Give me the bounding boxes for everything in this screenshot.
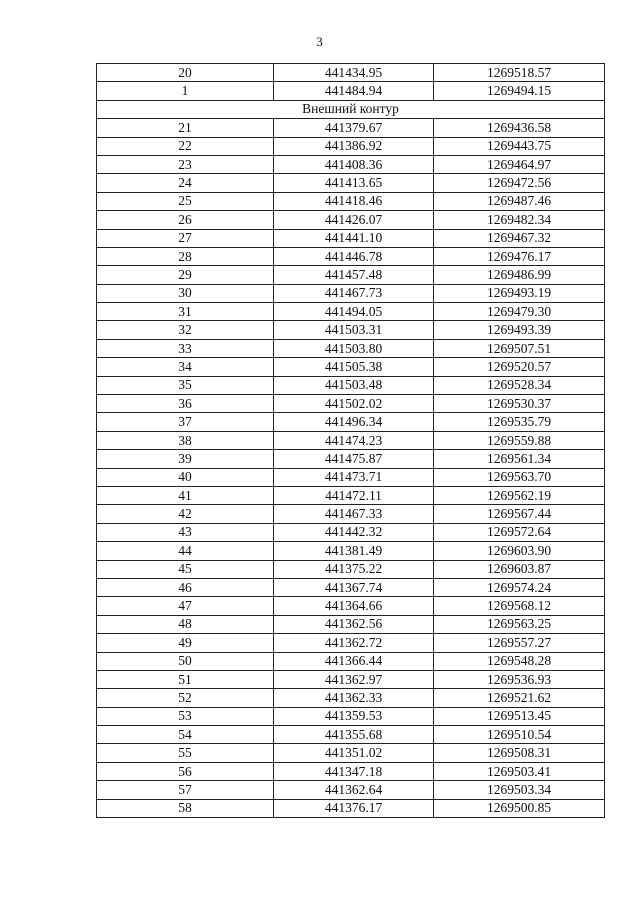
y-coordinate-cell: 1269528.34: [434, 376, 605, 394]
y-coordinate-cell: 1269472.56: [434, 174, 605, 192]
y-coordinate-cell: 1269503.34: [434, 781, 605, 799]
point-number-cell: 24: [97, 174, 274, 192]
table-row: [97, 229, 605, 247]
section-title: Внешний контур: [97, 100, 605, 118]
x-coordinate-cell: 441475.87: [274, 450, 434, 468]
x-coordinate-cell: 441434.95: [274, 64, 434, 82]
table-row: [97, 670, 605, 688]
table-row: [97, 652, 605, 670]
x-coordinate-cell: 441351.02: [274, 744, 434, 762]
y-coordinate-cell: 1269530.37: [434, 395, 605, 413]
y-coordinate-cell: 1269572.64: [434, 523, 605, 541]
table-row: [97, 578, 605, 596]
table-row: [97, 615, 605, 633]
x-coordinate-cell: 441446.78: [274, 247, 434, 265]
table-row: [97, 597, 605, 615]
y-coordinate-cell: 1269494.15: [434, 82, 605, 100]
table-row: [97, 560, 605, 578]
section-header-row: [97, 100, 605, 118]
x-coordinate-cell: 441381.49: [274, 542, 434, 560]
table-row: [97, 211, 605, 229]
table-row: [97, 634, 605, 652]
point-number-cell: 27: [97, 229, 274, 247]
point-number-cell: 48: [97, 615, 274, 633]
point-number-cell: 39: [97, 450, 274, 468]
x-coordinate-cell: 441418.46: [274, 192, 434, 210]
table-row: [97, 523, 605, 541]
y-coordinate-cell: 1269503.41: [434, 762, 605, 780]
y-coordinate-cell: 1269561.34: [434, 450, 605, 468]
table-row: [97, 762, 605, 780]
y-coordinate-cell: 1269508.31: [434, 744, 605, 762]
y-coordinate-cell: 1269603.90: [434, 542, 605, 560]
point-number-cell: 32: [97, 321, 274, 339]
x-coordinate-cell: 441362.33: [274, 689, 434, 707]
x-coordinate-cell: 441472.11: [274, 486, 434, 504]
point-number-cell: 23: [97, 155, 274, 173]
table-row: [97, 266, 605, 284]
point-number-cell: 49: [97, 634, 274, 652]
x-coordinate-cell: 441347.18: [274, 762, 434, 780]
table-row: [97, 505, 605, 523]
x-coordinate-cell: 441473.71: [274, 468, 434, 486]
x-coordinate-cell: 441413.65: [274, 174, 434, 192]
y-coordinate-cell: 1269487.46: [434, 192, 605, 210]
table-row: [97, 303, 605, 321]
point-number-cell: 35: [97, 376, 274, 394]
y-coordinate-cell: 1269536.93: [434, 670, 605, 688]
x-coordinate-cell: 441494.05: [274, 303, 434, 321]
x-coordinate-cell: 441474.23: [274, 431, 434, 449]
y-coordinate-cell: 1269563.70: [434, 468, 605, 486]
table-row: [97, 64, 605, 82]
x-coordinate-cell: 441379.67: [274, 119, 434, 137]
table-row: [97, 137, 605, 155]
coordinates-table-body: [97, 64, 605, 818]
point-number-cell: 42: [97, 505, 274, 523]
x-coordinate-cell: 441496.34: [274, 413, 434, 431]
x-coordinate-cell: 441442.32: [274, 523, 434, 541]
table-row: [97, 542, 605, 560]
table-row: [97, 284, 605, 302]
x-coordinate-cell: 441457.48: [274, 266, 434, 284]
y-coordinate-cell: 1269467.32: [434, 229, 605, 247]
y-coordinate-cell: 1269507.51: [434, 339, 605, 357]
table-row: [97, 431, 605, 449]
x-coordinate-cell: 441367.74: [274, 578, 434, 596]
point-number-cell: 26: [97, 211, 274, 229]
x-coordinate-cell: 441362.97: [274, 670, 434, 688]
y-coordinate-cell: 1269521.62: [434, 689, 605, 707]
table-row: [97, 192, 605, 210]
table-row: [97, 358, 605, 376]
y-coordinate-cell: 1269568.12: [434, 597, 605, 615]
point-number-cell: 34: [97, 358, 274, 376]
point-number-cell: 55: [97, 744, 274, 762]
y-coordinate-cell: 1269464.97: [434, 155, 605, 173]
table-row: [97, 744, 605, 762]
point-number-cell: 1: [97, 82, 274, 100]
point-number-cell: 25: [97, 192, 274, 210]
point-number-cell: 30: [97, 284, 274, 302]
x-coordinate-cell: 441376.17: [274, 799, 434, 817]
point-number-cell: 20: [97, 64, 274, 82]
x-coordinate-cell: 441359.53: [274, 707, 434, 725]
coordinates-table: [96, 63, 605, 818]
y-coordinate-cell: 1269510.54: [434, 726, 605, 744]
table-row: [97, 321, 605, 339]
x-coordinate-cell: 441366.44: [274, 652, 434, 670]
x-coordinate-cell: 441408.36: [274, 155, 434, 173]
point-number-cell: 41: [97, 486, 274, 504]
point-number-cell: 33: [97, 339, 274, 357]
y-coordinate-cell: 1269535.79: [434, 413, 605, 431]
x-coordinate-cell: 441364.66: [274, 597, 434, 615]
x-coordinate-cell: 441503.48: [274, 376, 434, 394]
y-coordinate-cell: 1269493.39: [434, 321, 605, 339]
x-coordinate-cell: 441362.56: [274, 615, 434, 633]
y-coordinate-cell: 1269476.17: [434, 247, 605, 265]
y-coordinate-cell: 1269479.30: [434, 303, 605, 321]
y-coordinate-cell: 1269486.99: [434, 266, 605, 284]
point-number-cell: 52: [97, 689, 274, 707]
point-number-cell: 46: [97, 578, 274, 596]
x-coordinate-cell: 441362.64: [274, 781, 434, 799]
point-number-cell: 29: [97, 266, 274, 284]
table-row: [97, 119, 605, 137]
y-coordinate-cell: 1269562.19: [434, 486, 605, 504]
y-coordinate-cell: 1269563.25: [434, 615, 605, 633]
y-coordinate-cell: 1269443.75: [434, 137, 605, 155]
x-coordinate-cell: 441375.22: [274, 560, 434, 578]
x-coordinate-cell: 441503.80: [274, 339, 434, 357]
point-number-cell: 40: [97, 468, 274, 486]
x-coordinate-cell: 441426.07: [274, 211, 434, 229]
page-number: 3: [316, 34, 323, 49]
table-row: [97, 155, 605, 173]
table-row: [97, 450, 605, 468]
table-row: [97, 376, 605, 394]
point-number-cell: 22: [97, 137, 274, 155]
point-number-cell: 43: [97, 523, 274, 541]
point-number-cell: 45: [97, 560, 274, 578]
y-coordinate-cell: 1269493.19: [434, 284, 605, 302]
point-number-cell: 56: [97, 762, 274, 780]
table-row: [97, 781, 605, 799]
table-row: [97, 486, 605, 504]
y-coordinate-cell: 1269548.28: [434, 652, 605, 670]
point-number-cell: 38: [97, 431, 274, 449]
y-coordinate-cell: 1269603.87: [434, 560, 605, 578]
table-row: [97, 247, 605, 265]
y-coordinate-cell: 1269482.34: [434, 211, 605, 229]
table-row: [97, 799, 605, 817]
point-number-cell: 51: [97, 670, 274, 688]
x-coordinate-cell: 441502.02: [274, 395, 434, 413]
point-number-cell: 36: [97, 395, 274, 413]
x-coordinate-cell: 441362.72: [274, 634, 434, 652]
x-coordinate-cell: 441441.10: [274, 229, 434, 247]
point-number-cell: 31: [97, 303, 274, 321]
y-coordinate-cell: 1269436.58: [434, 119, 605, 137]
point-number-cell: 58: [97, 799, 274, 817]
y-coordinate-cell: 1269518.57: [434, 64, 605, 82]
table-row: [97, 689, 605, 707]
table-row: [97, 413, 605, 431]
x-coordinate-cell: 441386.92: [274, 137, 434, 155]
table-row: [97, 707, 605, 725]
y-coordinate-cell: 1269520.57: [434, 358, 605, 376]
table-row: [97, 82, 605, 100]
table-row: [97, 339, 605, 357]
point-number-cell: 57: [97, 781, 274, 799]
point-number-cell: 54: [97, 726, 274, 744]
y-coordinate-cell: 1269574.24: [434, 578, 605, 596]
table-row: [97, 468, 605, 486]
x-coordinate-cell: 441467.33: [274, 505, 434, 523]
point-number-cell: 53: [97, 707, 274, 725]
x-coordinate-cell: 441484.94: [274, 82, 434, 100]
y-coordinate-cell: 1269557.27: [434, 634, 605, 652]
y-coordinate-cell: 1269567.44: [434, 505, 605, 523]
x-coordinate-cell: 441503.31: [274, 321, 434, 339]
y-coordinate-cell: 1269559.88: [434, 431, 605, 449]
point-number-cell: 28: [97, 247, 274, 265]
y-coordinate-cell: 1269500.85: [434, 799, 605, 817]
table-row: [97, 395, 605, 413]
x-coordinate-cell: 441505.38: [274, 358, 434, 376]
point-number-cell: 50: [97, 652, 274, 670]
point-number-cell: 21: [97, 119, 274, 137]
x-coordinate-cell: 441467.73: [274, 284, 434, 302]
point-number-cell: 44: [97, 542, 274, 560]
y-coordinate-cell: 1269513.45: [434, 707, 605, 725]
point-number-cell: 37: [97, 413, 274, 431]
table-row: [97, 174, 605, 192]
point-number-cell: 47: [97, 597, 274, 615]
table-row: [97, 726, 605, 744]
x-coordinate-cell: 441355.68: [274, 726, 434, 744]
